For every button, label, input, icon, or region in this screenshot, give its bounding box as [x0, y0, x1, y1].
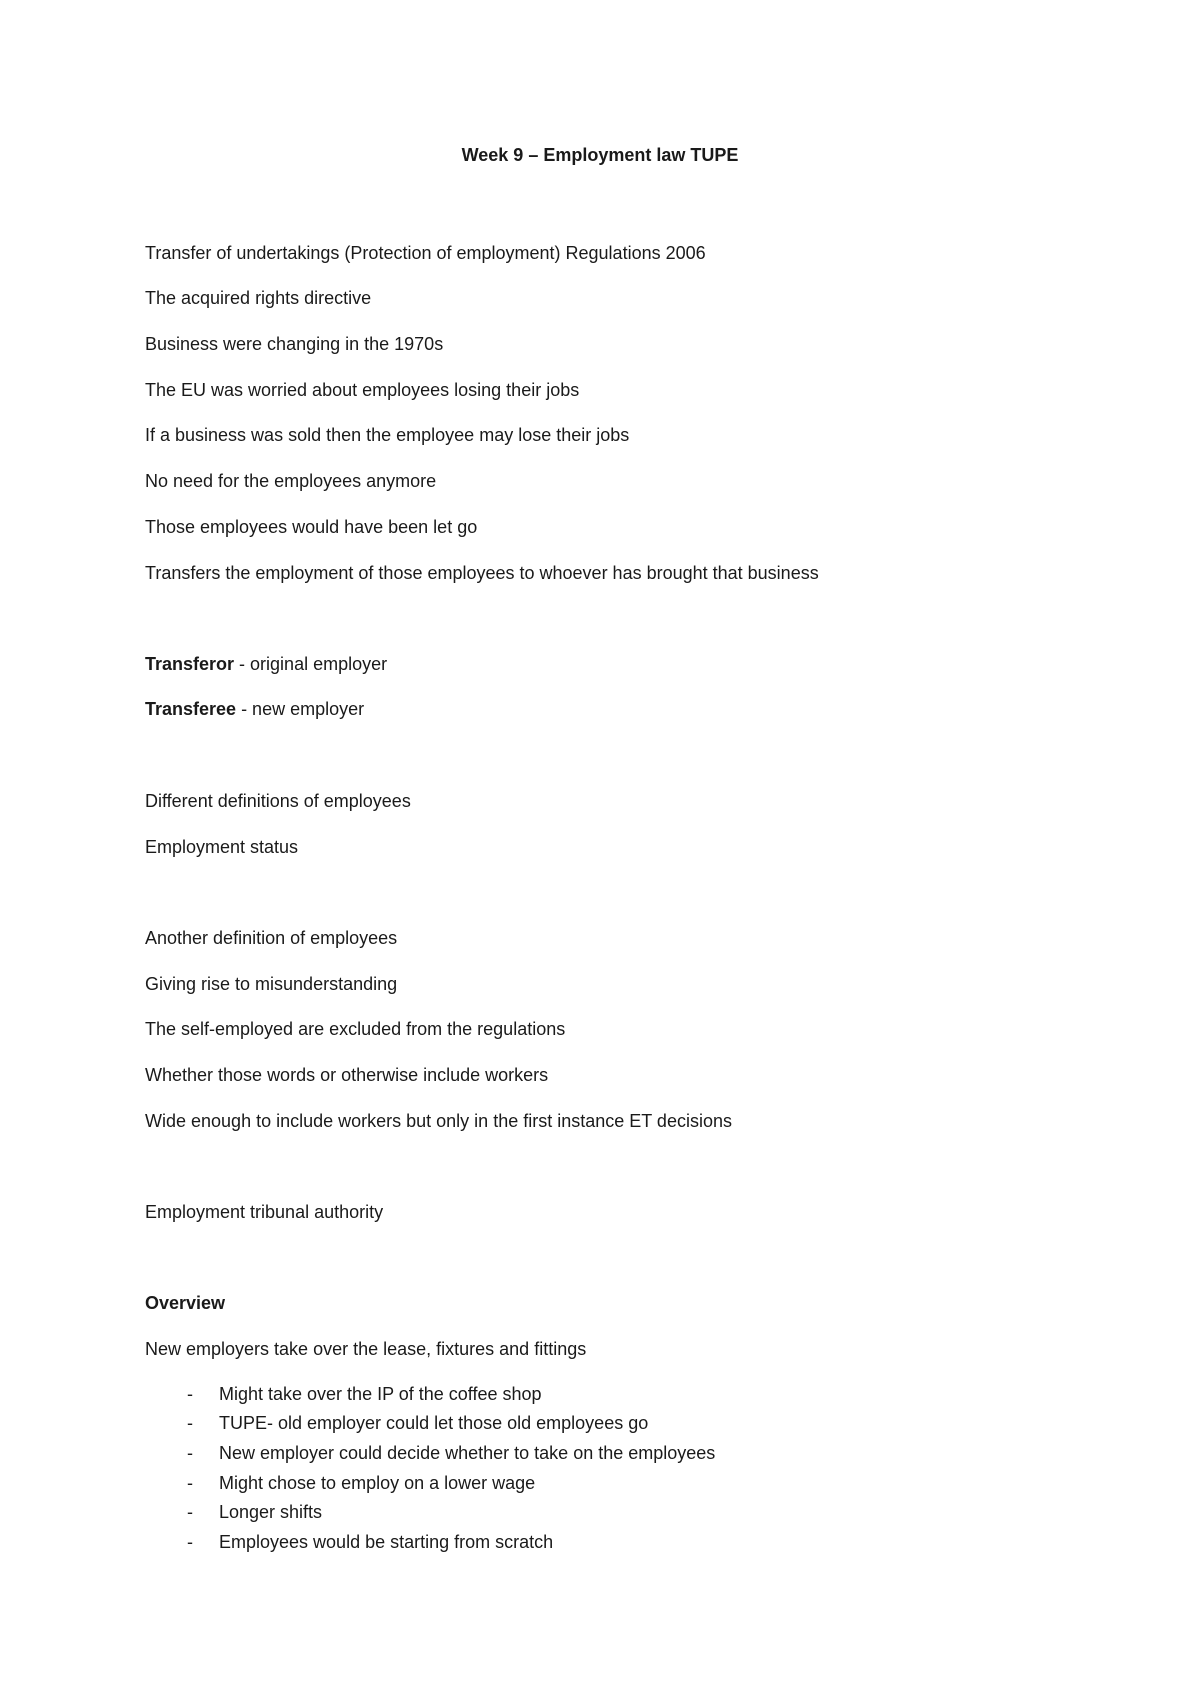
list-item	[145, 1474, 535, 1492]
text-line: New employers take over the lease, fixtures and fittings	[145, 1339, 587, 1359]
list-item	[145, 1503, 322, 1521]
text-line: Transfer of undertakings (Protection of employment) Regulations 2006	[145, 243, 706, 263]
definition-line	[145, 655, 387, 673]
list-item	[145, 1533, 553, 1551]
bullet-marker: -	[187, 1443, 193, 1463]
bullet-marker: -	[187, 1473, 193, 1493]
text-line: Giving rise to misunderstanding	[145, 974, 398, 994]
text-line: Wide enough to include workers but only in the first instance ET decisions	[145, 1111, 732, 1131]
text-line: Different definitions of employees	[145, 791, 411, 811]
list-item-text: TUPE- old employer could let those old employees go	[219, 1413, 649, 1433]
overview-heading: Overview	[145, 1293, 226, 1313]
definition-term: Transferee	[145, 699, 237, 719]
list-item	[145, 1385, 542, 1403]
list-item-text: Longer shifts	[219, 1502, 323, 1522]
text-line: The EU was worried about employees losing their jobs	[145, 380, 580, 400]
text-line: Whether those words or otherwise include workers	[145, 1065, 549, 1085]
text-line: If a business was sold then the employee may lose their jobs	[145, 425, 630, 445]
text-line: Transfers the employment of those employees to whoever has brought that business	[145, 563, 819, 583]
list-item	[145, 1444, 715, 1462]
text-line: The self-employed are excluded from the regulations	[145, 1019, 566, 1039]
text-line: The acquired rights directive	[145, 288, 372, 308]
section-heading	[145, 1294, 225, 1312]
text-line: Employment tribunal authority	[145, 1202, 384, 1222]
page-title: Week 9 – Employment law TUPE	[461, 145, 739, 165]
list-item-text: Might chose to employ on a lower wage	[219, 1473, 536, 1493]
definition-line	[145, 700, 364, 718]
list-item-text: Might take over the IP of the coffee shop	[219, 1384, 542, 1404]
bullet-marker: -	[187, 1413, 193, 1433]
list-item	[145, 1414, 648, 1432]
text-line: Business were changing in the 1970s	[145, 334, 444, 354]
text-line: No need for the employees anymore	[145, 471, 437, 491]
text-line: Employment status	[145, 837, 299, 857]
bullet-marker: -	[187, 1384, 193, 1404]
list-item-text: New employer could decide whether to take on the employees	[219, 1443, 716, 1463]
definition-text: - original employer	[234, 654, 388, 674]
definition-term: Transferor	[145, 654, 235, 674]
text-line: Another definition of employees	[145, 928, 398, 948]
list-item-text: Employees would be starting from scratch	[219, 1532, 554, 1552]
text-line: Those employees would have been let go	[145, 517, 478, 537]
bullet-marker: -	[187, 1532, 193, 1552]
definition-text: - new employer	[236, 699, 365, 719]
bullet-marker: -	[187, 1502, 193, 1522]
